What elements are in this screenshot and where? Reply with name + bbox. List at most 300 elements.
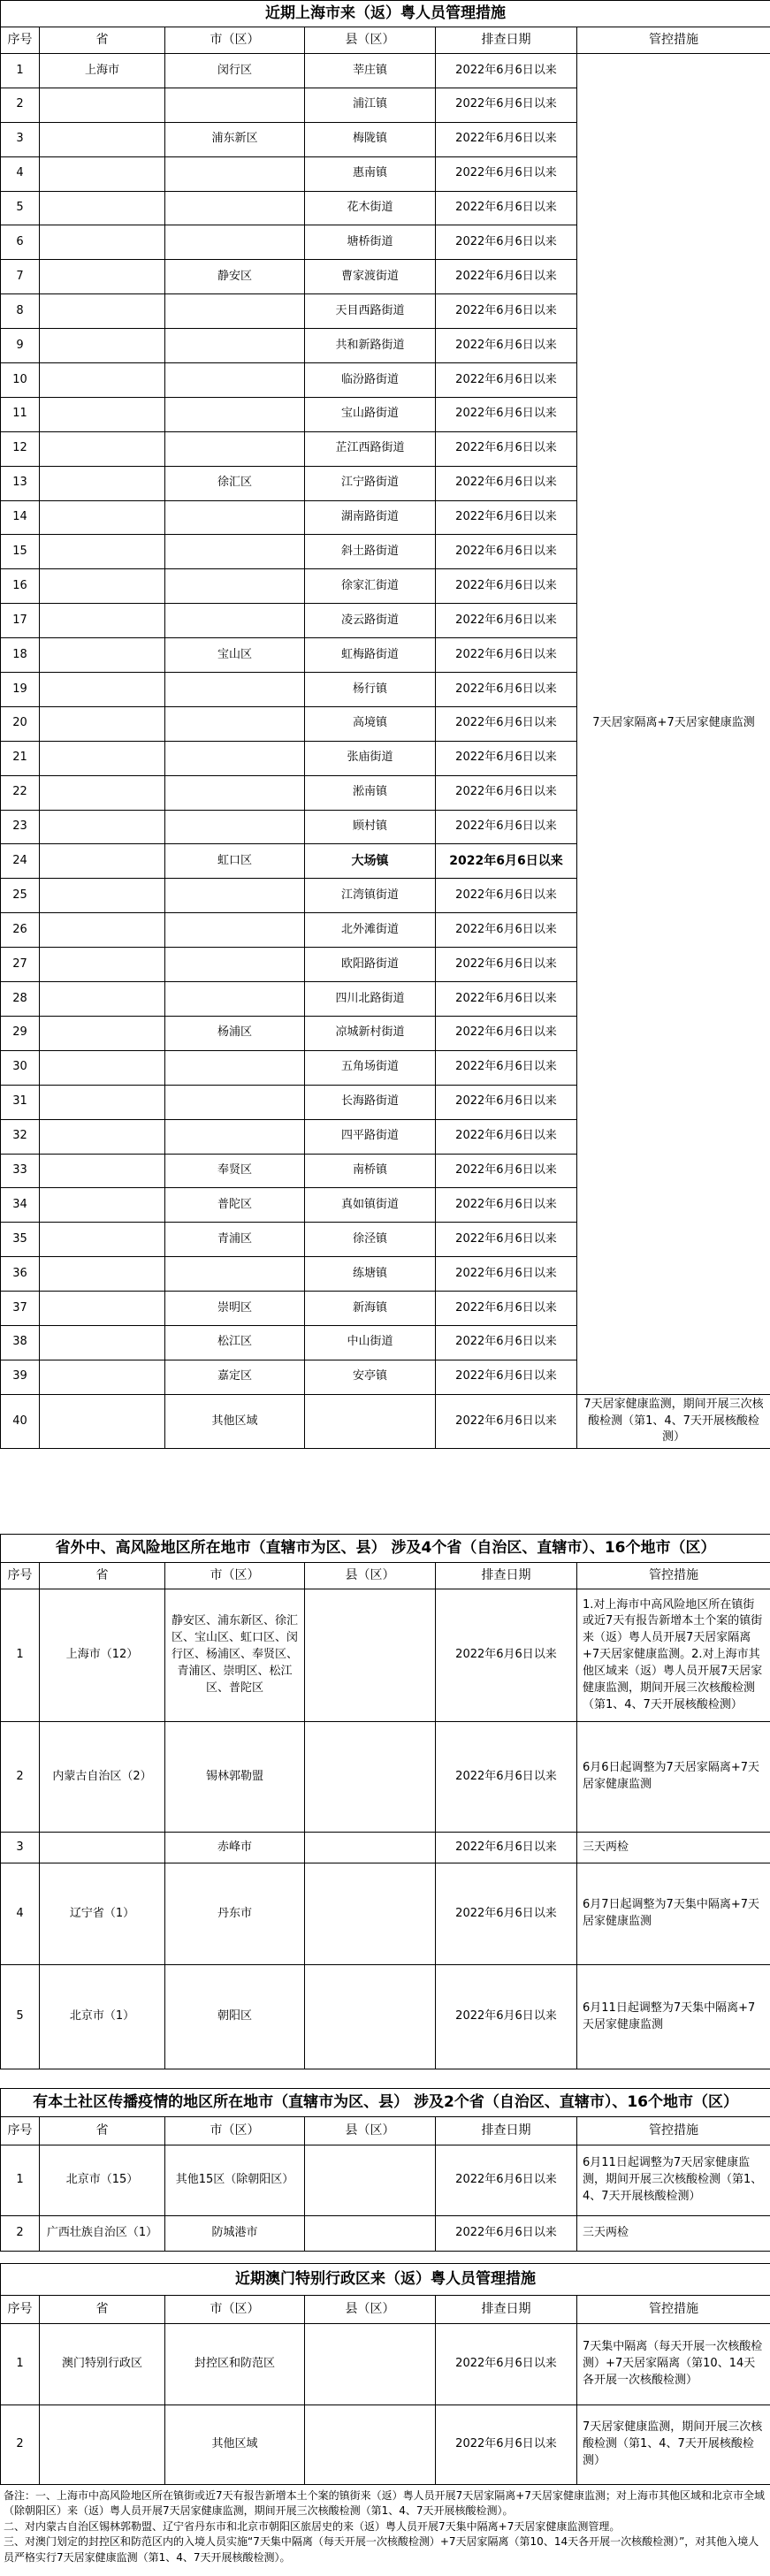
row-county: 淞南镇 [305,775,436,810]
row-province [40,741,165,775]
row-city [165,982,305,1017]
table-row [1,1965,770,2069]
row-county: 真如镇街道 [305,1188,436,1223]
row-date: 2022年6月6日以来 [436,294,577,329]
row-province [40,1292,165,1326]
row-date: 2022年6月6日以来 [436,431,577,466]
header-province: 省 [40,2117,165,2145]
row-province [40,1394,165,1449]
row-county [305,1965,436,2069]
row-county: 天目西路街道 [305,294,436,329]
row-county [305,2324,436,2405]
section-title: 近期澳门特别行政区来（返）粤人员管理措施 [1,2264,770,2296]
row-province: 广西壮族自治区（1） [40,2216,165,2252]
table-row [1,2145,770,2216]
row-city: 浦东新区 [165,122,305,156]
row-index: 35 [1,1223,40,1257]
row-county: 江湾镇街道 [305,879,436,913]
row-province [40,363,165,398]
row-index: 26 [1,913,40,948]
row-date: 2022年6月6日以来 [436,1016,577,1050]
row-city: 其他15区（除朝阳区） [165,2145,305,2216]
row-city: 虹口区 [165,844,305,879]
row-city [165,948,305,982]
row-city [165,431,305,466]
row-city: 其他区域 [165,1394,305,1449]
row-city [165,535,305,569]
row-date: 2022年6月6日以来 [436,156,577,191]
header-date: 排查日期 [436,1563,577,1589]
row-county: 北外滩街道 [305,913,436,948]
table-row [1,1833,770,1863]
row-date: 2022年6月6日以来 [436,948,577,982]
measure-health-monitoring: 7天居家健康监测，期间开展三次核酸检测（第1、4、7天开展核酸检测） [577,1394,770,1449]
row-date: 2022年6月6日以来 [436,1863,577,1965]
row-province [40,535,165,569]
header-date: 排查日期 [436,2296,577,2324]
row-index: 20 [1,706,40,741]
row-city: 闵行区 [165,54,305,88]
row-city: 崇明区 [165,1292,305,1326]
row-province [40,982,165,1017]
row-city: 徐汇区 [165,466,305,500]
row-county: 虹梅路街道 [305,638,436,673]
row-province [40,1223,165,1257]
row-county: 芷江西路街道 [305,431,436,466]
row-county: 张庙街道 [305,741,436,775]
row-city: 丹东市 [165,1863,305,1965]
row-province: 内蒙古自治区（2） [40,1722,165,1833]
row-province [40,948,165,982]
row-county: 凉城新村街道 [305,1016,436,1050]
row-province [40,260,165,294]
row-county [305,1833,436,1863]
row-date: 2022年6月6日以来 [436,2145,577,2216]
row-city [165,741,305,775]
row-date: 2022年6月6日以来 [436,88,577,122]
row-date: 2022年6月6日以来 [436,2324,577,2405]
row-county: 长海路街道 [305,1085,436,1119]
row-city: 杨浦区 [165,1016,305,1050]
row-index: 33 [1,1154,40,1188]
row-index: 37 [1,1292,40,1326]
row-index: 2 [1,2405,40,2485]
row-city [165,913,305,948]
row-city [165,879,305,913]
row-province [40,569,165,604]
row-province [40,638,165,673]
row-city [165,775,305,810]
row-date: 2022年6月6日以来 [436,1325,577,1360]
row-city [165,1050,305,1085]
row-city [165,191,305,225]
row-city [165,363,305,398]
row-measure: 1.对上海市中高风险地区所在镇街或近7天有报告新增本土个案的镇街来（返）粤人员开展7天居家隔离+7天居家健康监测。2.对上海市其他区域来（返）粤人员开展7天居家健康监测，期间开展三次核酸检测（第1、4、7天开展核酸检测） [577,1589,770,1722]
row-province: 辽宁省（1） [40,1863,165,1965]
row-county [305,1589,436,1722]
row-index: 19 [1,673,40,707]
row-city [165,673,305,707]
row-county: 安亭镇 [305,1360,436,1394]
row-city [165,294,305,329]
row-county [305,2405,436,2485]
row-date: 2022年6月6日以来 [436,191,577,225]
row-county: 塘桥街道 [305,225,436,260]
row-city [165,329,305,363]
row-date: 2022年6月6日以来 [436,1223,577,1257]
row-date: 2022年6月6日以来 [436,1119,577,1154]
table-row [1,2216,770,2252]
row-index: 4 [1,156,40,191]
row-county: 徐泾镇 [305,1223,436,1257]
row-date: 2022年6月6日以来 [436,1188,577,1223]
row-index: 40 [1,1394,40,1449]
row-county: 练塘镇 [305,1257,436,1292]
row-province: 北京市（1） [40,1965,165,2069]
row-index: 11 [1,397,40,431]
row-index: 23 [1,810,40,844]
header-index: 序号 [1,1563,40,1589]
row-province [40,294,165,329]
row-date: 2022年6月6日以来 [436,810,577,844]
table-row [1,2405,770,2485]
row-measure: 6月11日起调整为7天集中隔离+7天居家健康监测 [577,1965,770,2069]
row-measure: 6月6日起调整为7天居家隔离+7天居家健康监测 [577,1722,770,1833]
row-province [40,913,165,948]
row-date: 2022年6月6日以来 [436,122,577,156]
row-index: 32 [1,1119,40,1154]
row-county [305,1722,436,1833]
row-province [40,2405,165,2485]
row-county [305,2216,436,2252]
header-province: 省 [40,27,165,54]
row-province [40,1833,165,1863]
row-province [40,810,165,844]
header-province: 省 [40,2296,165,2324]
row-date: 2022年6月6日以来 [436,2405,577,2485]
row-measure: 7天居家健康监测，期间开展三次核酸检测（第1、4、7天开展核酸检测） [577,2405,770,2485]
row-county [305,2145,436,2216]
row-province [40,88,165,122]
section-title-row [1,2089,770,2117]
row-index: 1 [1,54,40,88]
row-province [40,775,165,810]
row-date: 2022年6月6日以来 [436,535,577,569]
row-city: 赤峰市 [165,1833,305,1863]
row-measure: 6月7日起调整为7天集中隔离+7天居家健康监测 [577,1863,770,1965]
row-city [165,156,305,191]
header-city: 市（区） [165,1563,305,1589]
row-measure: 6月11日起调整为7天居家健康监测，期间开展三次核酸检测（第1、4、7天开展核酸检测） [577,2145,770,2216]
row-province [40,1119,165,1154]
header-county: 县（区） [305,1563,436,1589]
table-row [1,1863,770,1965]
header-province: 省 [40,1563,165,1589]
row-city [165,604,305,638]
row-index: 1 [1,2145,40,2216]
row-index: 15 [1,535,40,569]
row-city: 静安区 [165,260,305,294]
row-city [165,1257,305,1292]
row-province [40,466,165,500]
row-county: 惠南镇 [305,156,436,191]
row-province [40,879,165,913]
table-row [1,2324,770,2405]
row-province: 澳门特别行政区 [40,2324,165,2405]
row-city: 朝阳区 [165,1965,305,2069]
row-index: 6 [1,225,40,260]
row-city [165,810,305,844]
header-city: 市（区） [165,2296,305,2324]
row-province: 上海市（12） [40,1589,165,1722]
row-county: 新海镇 [305,1292,436,1326]
row-date: 2022年6月6日以来 [436,500,577,535]
row-index: 38 [1,1325,40,1360]
row-county [305,1863,436,1965]
section-province-risk-table [0,1534,770,2069]
row-province [40,844,165,879]
row-index: 17 [1,604,40,638]
row-province [40,191,165,225]
row-city [165,500,305,535]
header-county: 县（区） [305,27,436,54]
row-measure: 三天两检 [577,2216,770,2252]
row-index: 2 [1,1722,40,1833]
row-city: 青浦区 [165,1223,305,1257]
row-index: 1 [1,1589,40,1722]
row-city [165,1085,305,1119]
row-date: 2022年6月6日以来 [436,54,577,88]
row-city: 锡林郭勒盟 [165,1722,305,1833]
row-province [40,1360,165,1394]
row-province [40,1085,165,1119]
row-city: 普陀区 [165,1188,305,1223]
row-province [40,604,165,638]
row-index: 13 [1,466,40,500]
row-county: 欧阳路街道 [305,948,436,982]
header-city: 市（区） [165,27,305,54]
row-index: 16 [1,569,40,604]
row-city: 其他区域 [165,2405,305,2485]
row-city [165,569,305,604]
row-county: 共和新路街道 [305,329,436,363]
row-province [40,122,165,156]
row-index: 4 [1,1863,40,1965]
note-1: 备注：一、上海市中高风险地区所在镇街或近7天有报告新增本土个案的镇街来（返）粤人员开展7天居家隔离+7天居家健康监测；对上海市其他区域和北京市全域（除朝阳区）来（返）粤人员开展7天居家健康监测，期间开展三次核酸检测（第1、4、7天开展核酸检测）。 [4,2489,765,2518]
row-city [165,88,305,122]
header-county: 县（区） [305,2296,436,2324]
row-province [40,329,165,363]
row-province [40,1050,165,1085]
row-date: 2022年6月6日以来 [436,879,577,913]
section-title-row [1,1535,770,1563]
section-macau-table [0,2263,770,2485]
row-county: 斜土路街道 [305,535,436,569]
row-date: 2022年6月6日以来 [436,2216,577,2252]
row-province [40,1325,165,1360]
row-province [40,1188,165,1223]
row-county: 宝山路街道 [305,397,436,431]
note-2: 二、对内蒙古自治区锡林郭勒盟、辽宁省丹东市和北京市朝阳区旅居史的来（返）粤人员开展7天集中隔离+7天居家健康监测管理。 [4,2519,621,2533]
header-measure: 管控措施 [577,1563,770,1589]
row-index: 2 [1,88,40,122]
table-row [1,1722,770,1833]
row-province [40,500,165,535]
row-index: 5 [1,191,40,225]
row-date: 2022年6月6日以来 [436,225,577,260]
row-date: 2022年6月6日以来 [436,1394,577,1449]
row-index: 14 [1,500,40,535]
row-index: 9 [1,329,40,363]
row-province [40,673,165,707]
row-index: 12 [1,431,40,466]
note-3: 三、对澳门划定的封控区和防范区内的入境人员实施“7天集中隔离（每天开展一次核酸检测）+7天居家隔离（第10、14天各开展一次核酸检测）”，对其他入境人员严格实行7天居家健康监测（第1、4、7天开展核酸检测）。 [4,2535,759,2564]
row-index: 28 [1,982,40,1017]
row-date: 2022年6月6日以来 [436,638,577,673]
row-measure: 三天两检 [577,1833,770,1863]
header-date: 排查日期 [436,2117,577,2145]
row-index: 36 [1,1257,40,1292]
header-city: 市（区） [165,2117,305,2145]
row-date: 2022年6月6日以来 [436,913,577,948]
row-county: 江宁路街道 [305,466,436,500]
header-measure: 管控措施 [577,2296,770,2324]
row-date: 2022年6月6日以来 [436,1833,577,1863]
row-city: 静安区、浦东新区、徐汇区、宝山区、虹口区、闵行区、杨浦区、奉贤区、青浦区、崇明区、松江区、普陀区 [165,1589,305,1722]
row-city [165,706,305,741]
section-title: 近期上海市来（返）粤人员管理措施 [1,1,770,27]
row-province [40,156,165,191]
row-city: 宝山区 [165,638,305,673]
table-header-row [1,2296,770,2324]
header-index: 序号 [1,2117,40,2145]
row-index: 21 [1,741,40,775]
header-measure: 管控措施 [577,27,770,54]
row-county: 曹家渡街道 [305,260,436,294]
row-province [40,1154,165,1188]
row-index: 31 [1,1085,40,1119]
row-city [165,1119,305,1154]
row-city: 封控区和防范区 [165,2324,305,2405]
row-date: 2022年6月6日以来 [436,397,577,431]
section-title: 省外中、高风险地区所在地市（直辖市为区、县） 涉及4个省（自治区、直辖市）、16个地市（区） [1,1535,770,1563]
table-header-row [1,1563,770,1589]
row-date: 2022年6月6日以来 [436,741,577,775]
row-index: 1 [1,2324,40,2405]
row-county: 梅陇镇 [305,122,436,156]
row-index: 7 [1,260,40,294]
row-county: 中山街道 [305,1325,436,1360]
row-city: 嘉定区 [165,1360,305,1394]
row-date: 2022年6月6日以来 [436,329,577,363]
row-index: 2 [1,2216,40,2252]
section-title: 有本土社区传播疫情的地区所在地市（直辖市为区、县） 涉及2个省（自治区、直辖市）、16个地市（区） [1,2089,770,2117]
section-title-row [1,1,770,27]
row-province [40,431,165,466]
row-county: 临汾路街道 [305,363,436,398]
table-header-row [1,27,770,54]
row-county: 顾村镇 [305,810,436,844]
table-row [1,1394,770,1449]
section-title-row [1,2264,770,2296]
row-date: 2022年6月6日以来 [436,1050,577,1085]
section-community-spread-table [0,2088,770,2252]
row-index: 30 [1,1050,40,1085]
row-index: 39 [1,1360,40,1394]
row-city: 奉贤区 [165,1154,305,1188]
row-county: 凌云路街道 [305,604,436,638]
row-index: 29 [1,1016,40,1050]
row-city [165,225,305,260]
row-county: 五角场街道 [305,1050,436,1085]
row-province [40,397,165,431]
row-date: 2022年6月6日以来 [436,1085,577,1119]
table-row [1,1589,770,1722]
row-county: 徐家汇街道 [305,569,436,604]
row-date: 2022年6月6日以来 [436,982,577,1017]
row-index: 3 [1,122,40,156]
row-county: 杨行镇 [305,673,436,707]
row-county: 高境镇 [305,706,436,741]
row-county [305,1394,436,1449]
header-index: 序号 [1,27,40,54]
row-date: 2022年6月6日以来 [436,775,577,810]
row-index: 10 [1,363,40,398]
row-county: 花木街道 [305,191,436,225]
row-city: 防城港市 [165,2216,305,2252]
header-index: 序号 [1,2296,40,2324]
row-index: 22 [1,775,40,810]
row-province [40,1016,165,1050]
row-date: 2022年6月6日以来 [436,1589,577,1722]
row-date: 2022年6月6日以来 [436,1965,577,2069]
table-header-row [1,2117,770,2145]
row-province: 上海市 [40,54,165,88]
row-date: 2022年6月6日以来 [436,604,577,638]
row-date: 2022年6月6日以来 [436,1154,577,1188]
row-date: 2022年6月6日以来 [436,706,577,741]
row-index: 18 [1,638,40,673]
row-city: 松江区 [165,1325,305,1360]
row-date: 2022年6月6日以来 [436,466,577,500]
row-county: 莘庄镇 [305,54,436,88]
row-date: 2022年6月6日以来 [436,1292,577,1326]
row-date: 2022年6月6日以来 [436,673,577,707]
footnotes [0,2488,770,2565]
row-index: 25 [1,879,40,913]
row-county: 四平路街道 [305,1119,436,1154]
row-city [165,397,305,431]
header-date: 排查日期 [436,27,577,54]
row-date: 2022年6月6日以来 [436,1257,577,1292]
row-date: 2022年6月6日以来 [436,844,577,879]
row-county: 浦江镇 [305,88,436,122]
row-county: 四川北路街道 [305,982,436,1017]
row-date: 2022年6月6日以来 [436,1722,577,1833]
row-date: 2022年6月6日以来 [436,1360,577,1394]
row-index: 8 [1,294,40,329]
row-index: 3 [1,1833,40,1863]
header-measure: 管控措施 [577,2117,770,2145]
row-index: 34 [1,1188,40,1223]
row-province [40,1257,165,1292]
measure-home-isolation: 7天居家隔离+7天居家健康监测 [577,54,770,1395]
row-province [40,706,165,741]
row-measure: 7天集中隔离（每天开展一次核酸检测）+7天居家隔离（第10、14天各开展一次核酸检测） [577,2324,770,2405]
row-date: 2022年6月6日以来 [436,569,577,604]
row-province: 北京市（15） [40,2145,165,2216]
row-date: 2022年6月6日以来 [436,363,577,398]
